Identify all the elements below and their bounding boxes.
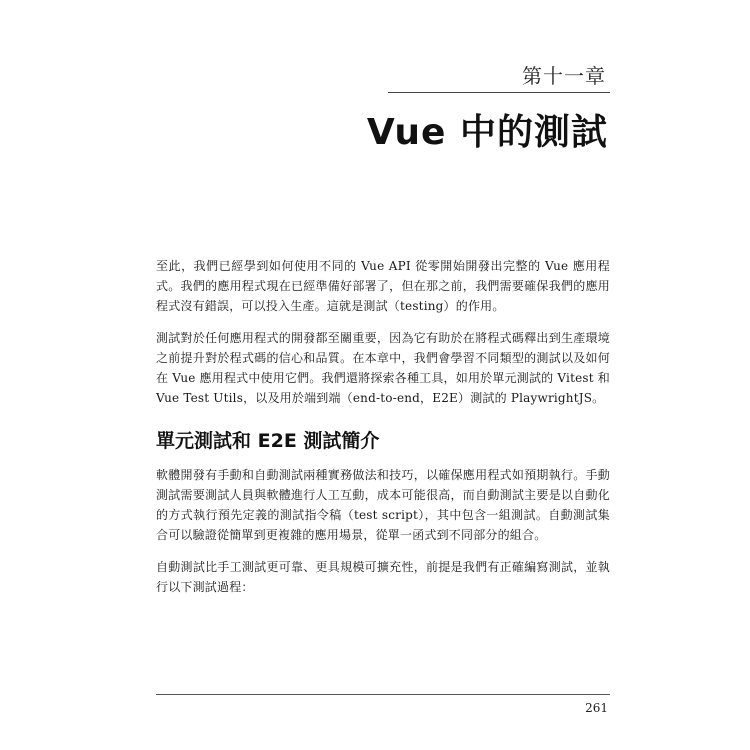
body-text [156,256,610,609]
intro-paragraph-2: 測試對於任何應用程式的開發都至關重要，因為它有助於在將程式碼釋出到生產環境之前提升對於程式碼的信心和品質。在本章中，我們會學習不同類型的測試以及如何在 Vue 應用程式中使用它們。我們還將探索各種工具，如用於單元測試的 Vitest 和 Vue Test Utils，以及用於端到端（end-to-end，E2E）測試的 PlaywrightJS。 [156,331,610,405]
chapter-divider [388,92,610,93]
intro-paragraph-1: 至此，我們已經學到如何使用不同的 Vue API 從零開始開發出完整的 Vue 應用程式。我們的應用程式現在已經準備好部署了，但在那之前，我們需要確保我們的應用程式沒有錯誤，可以投入生產。這就是測試（testing）的作用。 [156,259,610,313]
section-paragraph-1: 軟體開發有手動和自動測試兩種實務做法和技巧，以確保應用程式如預期執行。手動測試需要測試人員與軟體進行人工互動，成本可能很高，而自動測試主要是以自動化的方式執行預先定義的測試指令稿（test script），其中包含一組測試。自動測試集合可以驗證從簡單到更複雜的應用場景，從單一函式到不同部分的組合。 [156,468,610,542]
chapter-label: 第十一章 [522,64,606,88]
chapter-title: Vue 中的測試 [366,112,608,153]
footer-divider [156,694,610,695]
section-heading: 單元測試和 E2E 測試簡介 [156,430,380,452]
section-paragraph-2: 自動測試比手工測試更可靠、更具規模可擴充性，前提是我們有正確編寫測試，並執行以下測試過程： [156,560,610,594]
page-number: 261 [585,701,608,715]
